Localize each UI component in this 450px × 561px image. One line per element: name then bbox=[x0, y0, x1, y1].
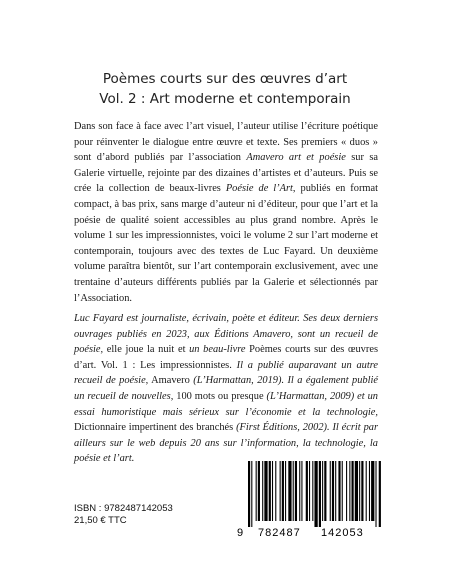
barcode-bar bbox=[280, 461, 281, 521]
barcode-bar bbox=[371, 461, 374, 521]
barcode-bar bbox=[293, 461, 294, 521]
barcode-bar bbox=[349, 461, 350, 521]
barcode-bar bbox=[366, 461, 367, 521]
text-segment: Poèmes courts sur des œuvres d’art. Vol. 1 : Les impressionnistes. bbox=[74, 344, 378, 371]
text-segment: Dans son face à face avec l’art visuel, l’auteur utilise l’écriture poétique pour réinventer le dialogue entre œuvre et texte. Ses premiers « duos » sont d’abord publiés par l’association bbox=[74, 121, 378, 164]
barcode-bar bbox=[338, 461, 340, 521]
barcode-bar bbox=[288, 461, 291, 521]
barcode-bar bbox=[375, 461, 376, 527]
barcode-bar bbox=[264, 461, 267, 521]
isbn-block bbox=[74, 503, 173, 527]
barcode-bar bbox=[312, 461, 313, 521]
barcode-bar bbox=[369, 461, 370, 521]
book-title: Poèmes courts sur des œuvres d’art bbox=[102, 71, 348, 87]
isbn-number: ISBN : 9782487142053 bbox=[74, 503, 173, 514]
barcode-bar bbox=[269, 461, 271, 521]
barcode-bar bbox=[248, 461, 250, 527]
barcode-bar bbox=[324, 461, 326, 521]
barcode-bar bbox=[330, 461, 331, 521]
barcode-bar bbox=[301, 461, 302, 521]
barcode-bar bbox=[359, 461, 360, 521]
italic-segment: Luc Fayard est journaliste, écrivain, poète et éditeur. Ses deux derniers ouvrages publiés en 2023, aux Éditions Amavero, sont un recueil de poésie, bbox=[74, 313, 378, 356]
barcode-bar bbox=[251, 461, 252, 527]
italic-segment: (L’Harmattan, 2009) et un essai humoristique mais sérieux sur l’économie et la technologie, bbox=[74, 390, 378, 418]
barcode-bar bbox=[272, 461, 273, 521]
barcode-bar bbox=[295, 461, 297, 521]
barcode-bar bbox=[379, 461, 381, 527]
barcode-bar bbox=[282, 461, 284, 521]
italic-segment: un beau-livre bbox=[189, 344, 246, 356]
italic-segment: Amavero art et poésie bbox=[246, 152, 346, 164]
text-segment: Amavero bbox=[148, 375, 194, 387]
barcode-bar bbox=[355, 461, 358, 521]
barcode-bar bbox=[309, 461, 310, 521]
text-segment: Dictionnaire impertinent des branchés bbox=[74, 422, 237, 434]
barcode-bar bbox=[319, 461, 321, 527]
italic-segment: (L’Harmattan, 2019). Il a également publié un recueil de nouvelles, bbox=[74, 375, 378, 402]
barcode-bar bbox=[332, 461, 334, 521]
text-segment: , publiés en format compact, à bas prix, sans marge d’auteur ni d’éditeur, pour que l’art et la poésie de qualité soient accessibles au plus grand nombre. Après le volume 1 sur les impressionnistes, voici le volume 2 sur l’art moderne et contemporain, toujours avec des textes de Luc Fayard. Un deuxième volume paraîtra bientôt, sur l’art contemporain exclusivement, avec une trentaine d’auteurs différents publiés par la Galerie et sélectionnés par l’Association. bbox=[74, 183, 378, 304]
italic-segment: Il a publié auparavant un autre recueil de poésie, bbox=[74, 359, 378, 387]
barcode-bar bbox=[342, 461, 343, 521]
text-segment: 100 mots ou presque bbox=[173, 390, 267, 402]
barcode-left-digits: 782487 bbox=[258, 527, 301, 539]
text-segment: sur sa Galerie virtuelle, rejointe par des dizaines d’artistes et d’auteurs. Puis se crée la collection de beaux-livres bbox=[74, 152, 378, 195]
barcode-bar bbox=[335, 461, 336, 521]
barcode-bar bbox=[285, 461, 286, 521]
price: 21,50 € TTC bbox=[74, 515, 127, 526]
barcode-bar bbox=[361, 461, 363, 521]
barcode-bar bbox=[299, 461, 300, 521]
barcode-first-digit: 9 bbox=[237, 527, 245, 539]
italic-segment: (First Éditions, 2002). Il écrit par ailleurs sur le web depuis 20 ans sur l’information, la technologie, la poésie et l’art. bbox=[74, 422, 379, 465]
barcode-bar bbox=[314, 461, 317, 527]
barcode-bar bbox=[275, 461, 276, 521]
author-bio-paragraph bbox=[74, 311, 378, 467]
barcode-bar bbox=[258, 461, 260, 521]
barcode-bar bbox=[322, 461, 323, 521]
barcode-bar bbox=[351, 461, 353, 521]
barcode-bar bbox=[346, 461, 347, 521]
italic-segment: Poésie de l’Art bbox=[225, 183, 293, 195]
text-segment: elle joue la nuit et bbox=[103, 344, 190, 356]
barcode-bar bbox=[256, 461, 257, 521]
barcode bbox=[236, 461, 382, 539]
barcode-right-digits: 142053 bbox=[321, 527, 364, 539]
barcode-bar bbox=[262, 461, 263, 521]
barcode-bars bbox=[248, 461, 382, 527]
book-subtitle: Vol. 2 : Art moderne et contemporain bbox=[99, 91, 351, 107]
description-paragraph bbox=[74, 119, 378, 306]
barcode-bar bbox=[306, 461, 308, 521]
